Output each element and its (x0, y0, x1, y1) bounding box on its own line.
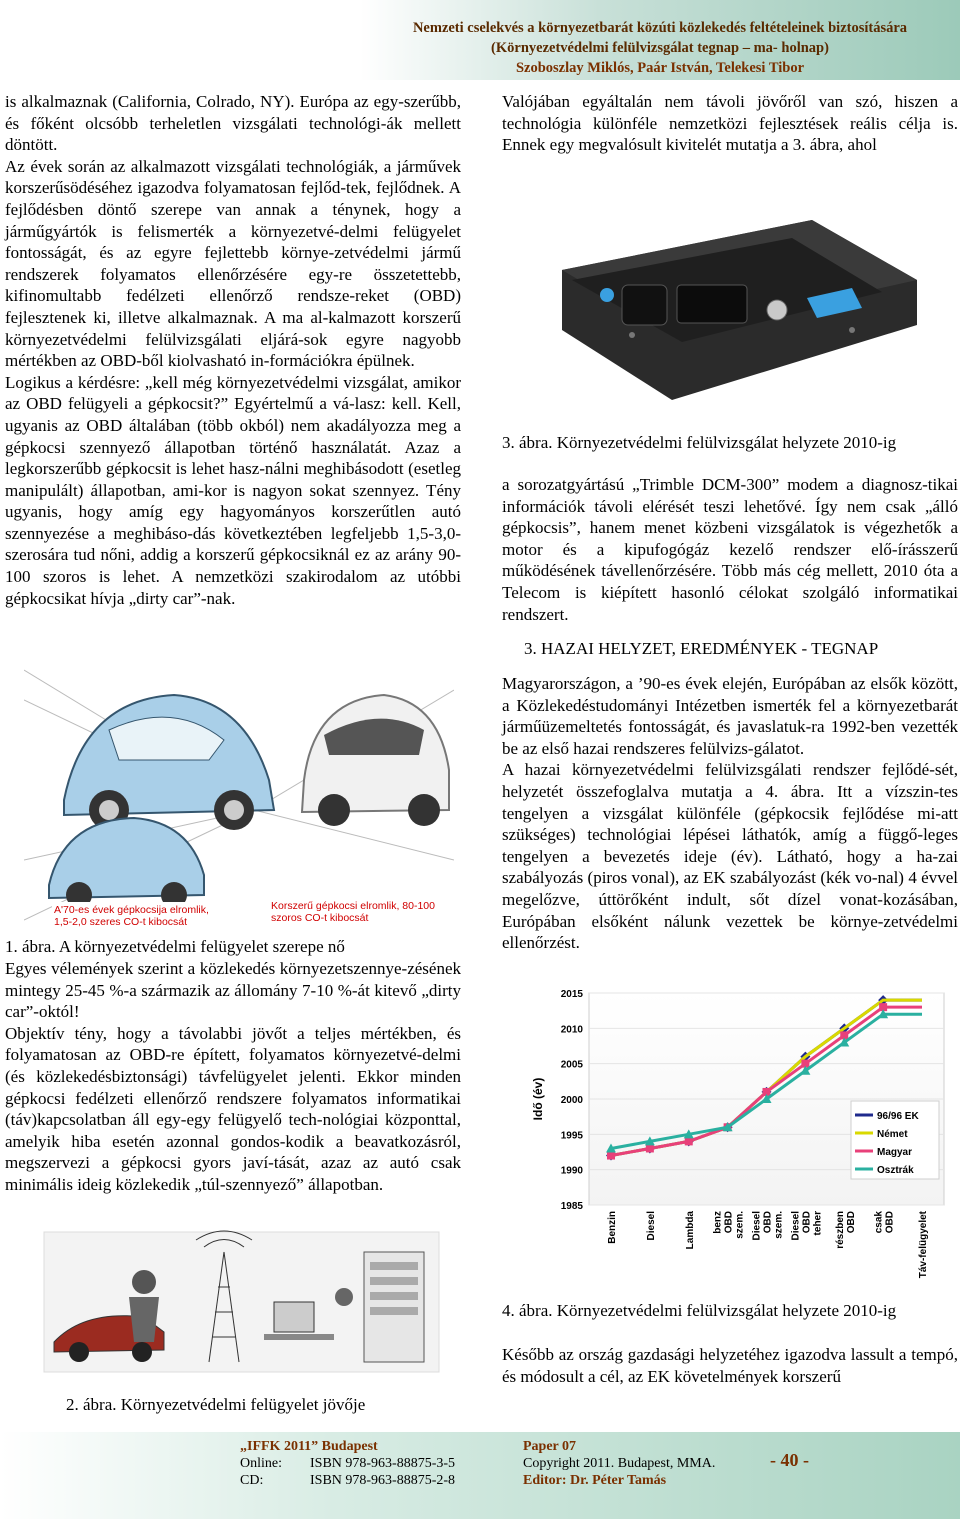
y-tick-label: 1990 (560, 1165, 583, 1177)
right-paragraph-1-block (502, 91, 958, 156)
header-line3: Szoboszlay Miklós, Paár István, Telekesi Tibor (515, 60, 805, 76)
svg-text:csakOBD: csakOBD (873, 1211, 896, 1234)
left-paragraph-4: Egyes vélemények szerint a közlekedés környezetszennye-zésének mintegy 25-45 %-a származik az állomány 7-10 %-át kitevő „dirty car”-októl! (5, 959, 461, 1022)
left-paragraph-3: Logikus a kérdésre: „kell még környezetvédelmi vizsgálat, amikor az OBD felügyeli a gépkocsit?” Egyértelmű a vá-lasz: kell. Kell, ugyanis az OBD általában (több okból) nem akadályozza meg a gépkocsi szennyező állapotban történő használatát. Azaz a legkorszerűbb gépkocsit is lehet hasz-nálni meghibásodott (esetleg manipulált) állapotban, ami-kor is nagyon sokat szennyez. Tény ugyanis, hogy amíg egy hagyományos korszerűtlen autó szennyezése a meghibáso-dás következtében legfeljebb 1,5-3,0-szerosára tud nőni, addig a korszerű gépkocsiknál ez az arány 90-100 szoros is lehet. A nemzetközi szakirodalom az utóbbi gépkocsikat hívja „dirty car”-nak. (5, 372, 461, 608)
figure-1-label-new: Korszerű gépkocsi elromlik, 80-100 szoros CO-t kibocsát (271, 900, 435, 924)
x-tick-label (874, 1211, 896, 1234)
footer-conference: „IFFK 2011” Budapest (240, 1439, 378, 1454)
right-paragraph-1: Valójában egyáltalán nem távoli jövőről van szó, hiszen a technológia különféle nemzetközi fejlesztések reális célja is. Ennek egy megvalósult kivitelét mutatja a 3. ábra, ahol (502, 92, 958, 155)
footer-paper: Paper 07 (523, 1439, 577, 1454)
x-tick-label (646, 1211, 657, 1241)
mechanic-icon (129, 1270, 159, 1342)
y-tick-label: 1985 (560, 1201, 583, 1212)
x-tick-label (685, 1211, 696, 1250)
svg-text:Lambda: Lambda (684, 1211, 696, 1250)
header-line2: (Környezetvédelmi felülvizsgálat tegnap – ma- holnap) (491, 40, 829, 56)
x-tick-label (713, 1211, 746, 1239)
series-point (607, 1152, 615, 1160)
series-point (646, 1144, 654, 1152)
right-text-block-3 (502, 673, 958, 954)
server-rack-icon (364, 1252, 424, 1362)
x-tick-label (790, 1211, 823, 1241)
legend-label: Magyar (877, 1147, 913, 1158)
footer-online-isbn: ISBN 978-963-88875-3-5 (310, 1456, 456, 1471)
y-tick-label: 2015 (560, 989, 583, 1000)
svg-text:Diesel: Diesel (645, 1211, 657, 1241)
figure-3-caption: 3. ábra. Környezetvédelmi felülvizsgálat helyzete 2010-ig (502, 433, 897, 452)
figure-1-caption: 1. ábra. A környezetvédelmi felügyelet szerepe nő (5, 937, 345, 956)
left-paragraph-2: Az évek során az alkalmazott vizsgálati technológiák, a járművek korszerűsödéséhez igazodva folyamatosan fejlőd-tek, fejlődnek. A fejlődésben döntő szerepe van annak a ténynek, hogy a járműgyártók is felismerték a környezetvé-delmi felügyelet fontosságát, és az egyre fejlettebb környe-zetvédelmi jármű rendszerek folyamatos ellenőrzésére egy-re összetettebb, kifinomultabb fedélzeti ellenőrző rendsze-reket (OBD) fejlesztenek ki, illetve alkalmaznak. A ma al-kalmazott korszerű környezetvédelmi felülvizsgálati eljárá-sok egyre nagyobb mértékben az OBD-ből kiolvasható in-formációkra épülnek. (5, 156, 461, 371)
header-text (360, 18, 960, 78)
figure-1-cars (24, 660, 454, 932)
footer-cd-isbn: ISBN 978-963-88875-2-8 (310, 1473, 456, 1488)
x-tick-label (752, 1211, 785, 1241)
footer-editor: Editor: Dr. Péter Tamás (523, 1473, 667, 1488)
svg-text:benzOBDszem.: benzOBDszem. (712, 1211, 746, 1239)
figure-3-modem (552, 210, 922, 410)
section-heading: 3. HAZAI HELYZET, EREDMÉNYEK - TEGNAP (524, 639, 879, 658)
header-line1: Nemzeti cselekvés a környezetbarát közúti közlekedés feltételeinek biztosítására (412, 20, 908, 36)
page-footer (0, 1432, 960, 1519)
y-axis-label: Idő (év) (531, 1077, 545, 1121)
x-tick-label (835, 1211, 857, 1249)
y-tick-label: 2000 (560, 1095, 583, 1106)
footer-online-label: Online: (240, 1456, 282, 1471)
footer-cd-label: CD: (240, 1473, 264, 1488)
figure-2-caption: 2. ábra. Környezetvédelmi felügyelet jövője (66, 1395, 366, 1414)
page-header (0, 0, 960, 80)
modem-device-illustration (552, 210, 922, 410)
y-tick-label: 2010 (560, 1024, 583, 1036)
y-tick-label: 1995 (560, 1130, 583, 1142)
figure-2-illustration (24, 1222, 454, 1390)
page-number: - 40 - (770, 1450, 809, 1470)
right-paragraph-2: a sorozatgyártású „Trimble DCM-300” modem a diagnosz-tikai információk távoli elérését teszi lehetővé. Így nem csak „álló gépkocsis”, hanem menet közbeni vizsgálatok is végezhetők a motor és a kipufogógáz kezelő rendszer elő-írásszerű működésének távellenőrzésére. Több más cég mellett, 2010 óta a Telecom is kiépített hasonló célokat szolgáló informatikai rendszert. (502, 475, 958, 624)
y-tick-label: 2005 (560, 1059, 583, 1071)
legend-label: Osztrák (877, 1165, 914, 1176)
left-column-text-2 (5, 958, 461, 1196)
figure-2-telematics (24, 1222, 454, 1390)
left-column-text (5, 91, 461, 656)
left-paragraph-1: is alkalmaznak (California, Colrado, NY). Európa az egy-szerűbb, és főként olcsóbb terheletlen vizsgálati technológi-ák mellett döntött. (5, 92, 461, 155)
right-text-block-2 (502, 474, 958, 625)
x-tick-label (607, 1211, 618, 1244)
right-paragraph-4: A hazai környezetvédelmi felülvizsgálati rendszer fejlődé-sét, helyzetét összefoglalva mutatja a 4. ábra. Itt a vízszin-tes tengelyen a vizsgálat különféle (gépkocsik fejlődése mi-att szükséges) technológiai lépései láthatók, amíg a függő-leges tengelyen a bevezetés ideje (év). Látható, hogy a ha-zai szabályozás (piros vonal), az EK szabályozást (kék vo-nal) 4 évvel megelőzve, úttörőként indult, sőt dízel vonat-kozásában, Európában elsőként nálunk vezettek be környe-zetvédelmi ellenőrzést. (502, 760, 958, 953)
figure-1-label-old: A'70-es évek gépkocsija elromlik, 1,5-2,0 szeres CO-t kibocsát (54, 904, 209, 928)
legend-label: 96/96 EK (877, 1111, 919, 1122)
svg-text:DieselOBDteher: DieselOBDteher (790, 1211, 824, 1241)
right-paragraph-5: Később az ország gazdasági helyzetéhez igazodva lassult a tempó, és módosult a cél, az EK követelmények korszerű (502, 1345, 958, 1386)
figure-4-caption: 4. ábra. Környezetvédelmi felülvizsgálat helyzete 2010-ig (502, 1301, 897, 1320)
svg-text:DieselOBDszem.: DieselOBDszem. (751, 1211, 785, 1241)
series-point (685, 1137, 693, 1145)
right-text-block-5 (502, 1344, 958, 1387)
x-tick-label (918, 1210, 929, 1278)
legend-label: Német (877, 1129, 908, 1140)
footer-copyright: Copyright 2011. Budapest, MMA. (523, 1456, 716, 1471)
figure-4-chart (504, 985, 954, 1290)
timeline-chart (504, 985, 954, 1290)
figure-1-illustration (24, 660, 454, 932)
svg-text:Táv-felügyelet: Táv-felügyelet (918, 1211, 929, 1279)
left-paragraph-5: Objektív tény, hogy a távolabbi jövőt a teljes mértékben, és folyamatosan az OBD-re épített, folyamatos környezetvé-delmi (és közlekedésbiztonsági) távfelügyelet jelenti. Ekkor minden gépkocsi fedélzeti ellenőrző rendszere folyamatos informatikai (táv)kapcsolatban áll egy-egy felügyelő tech-nológiai központtal, amelyik hiba esetén azonnal gondos-kodik a beavatkozásról, megszervezi a gépkocsi gyors javí-tását, azaz az autó csak minimális ideig közlekedik „túl-szennyező” állapotban. (5, 1023, 461, 1194)
svg-text:részbenOBD: részbenOBD (834, 1211, 857, 1249)
svg-text:Benzin: Benzin (607, 1211, 618, 1244)
right-paragraph-3: Magyarországon, a ’90-es évek elején, Európában az elsők között, a Közlekedéstudományi Intézetben ismerték fel a környezetbarát járműüzemeltetés fontosságát, és javaslatuk-ra 1992-ben vezették be az első hazai rendszeres felülvizs-gálatot. (502, 674, 958, 758)
